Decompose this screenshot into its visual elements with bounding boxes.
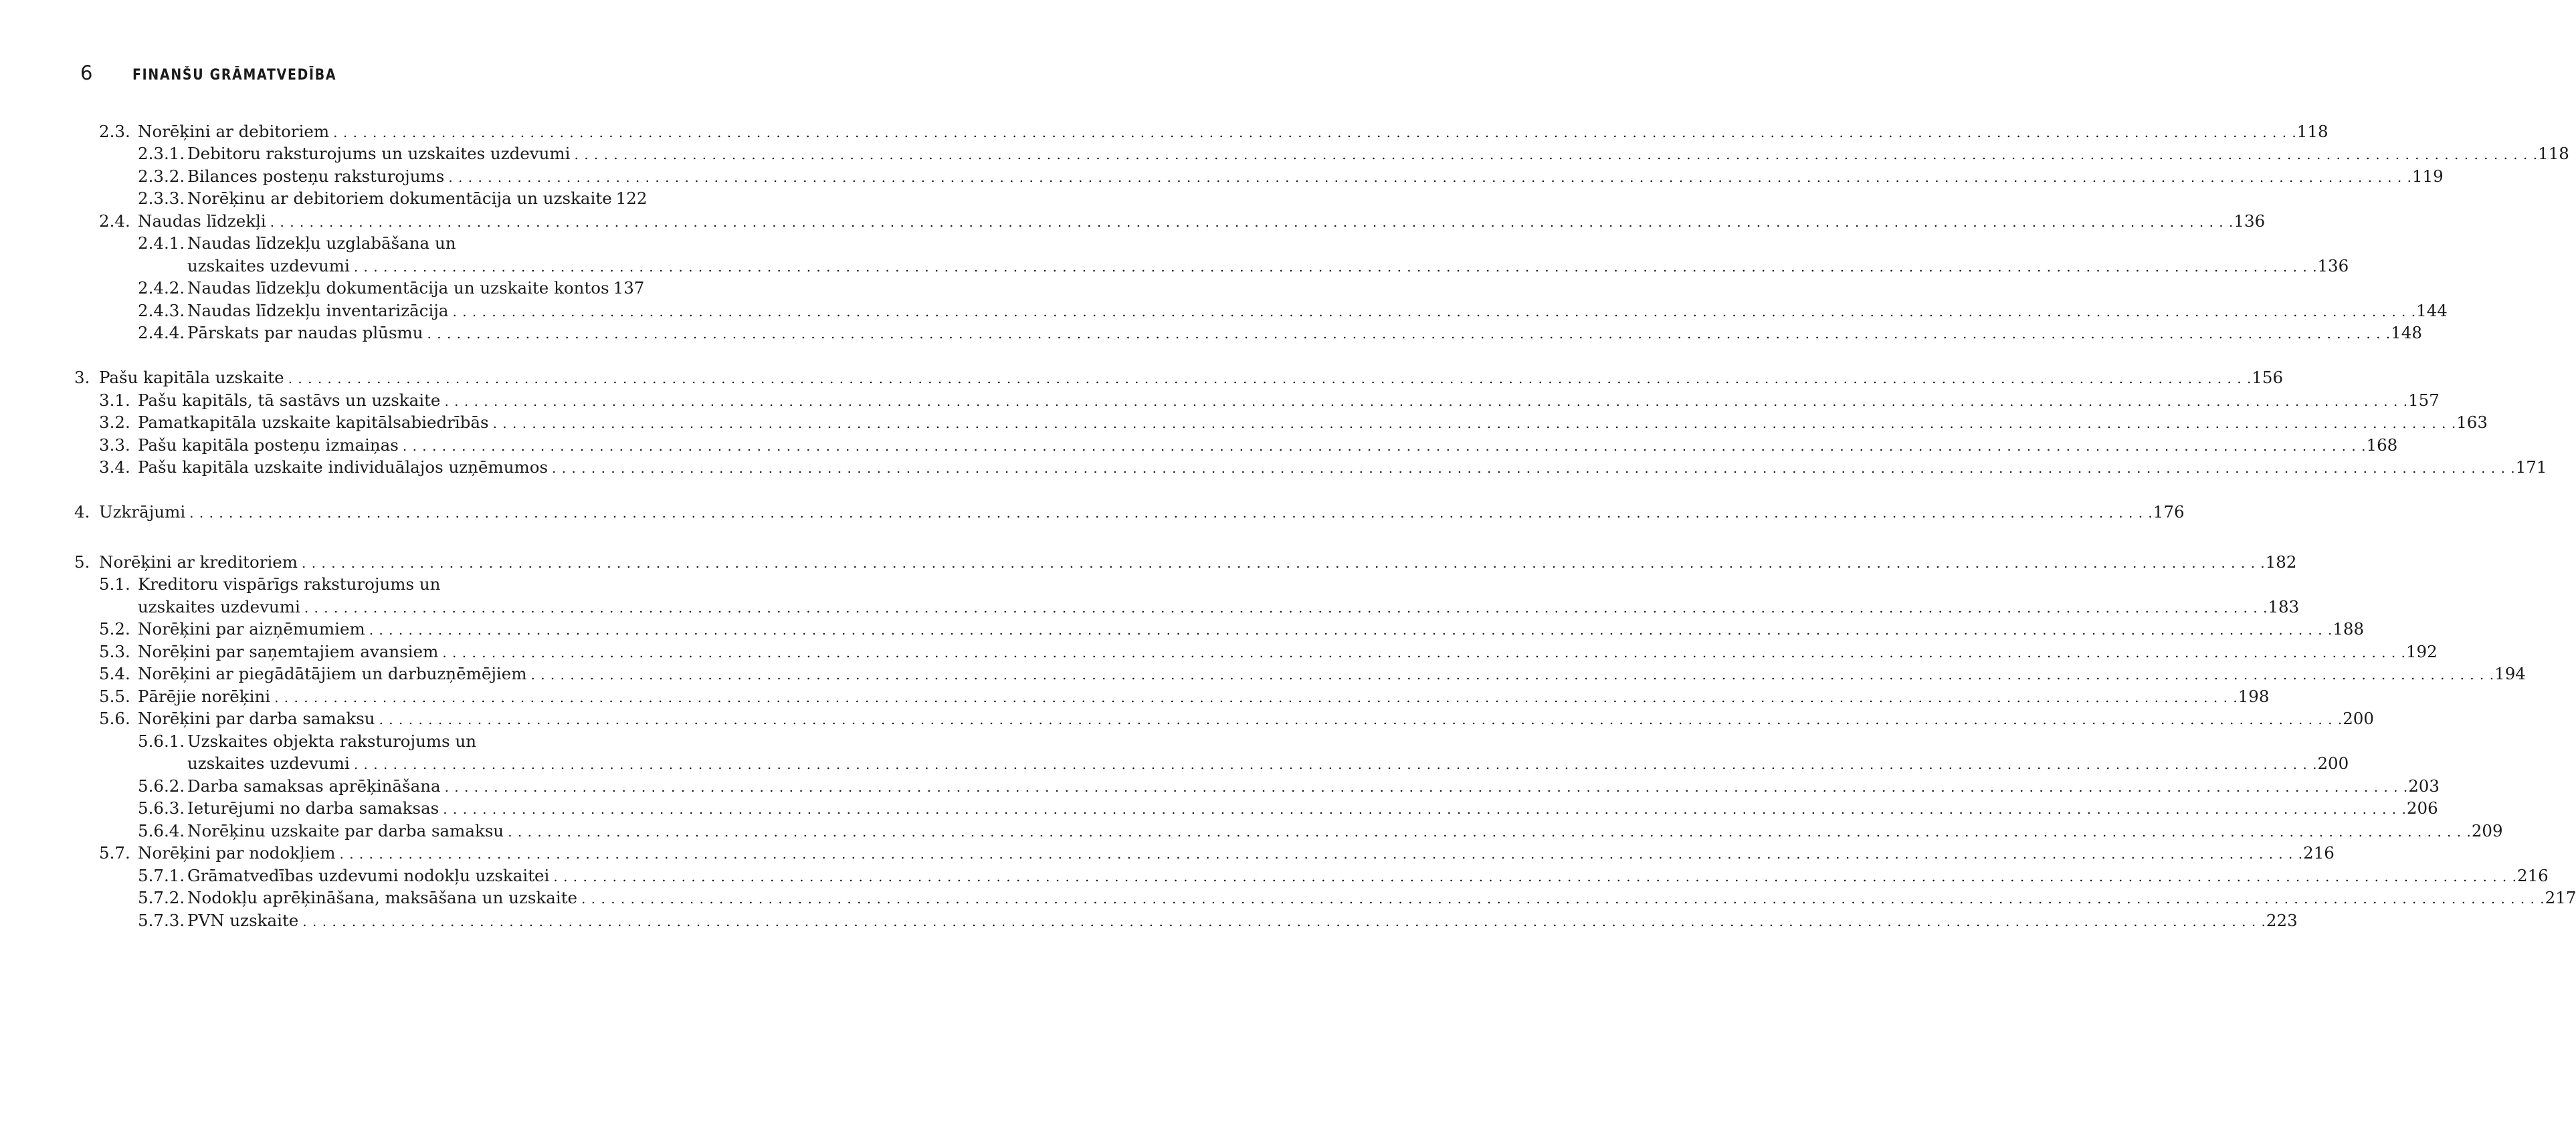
toc-entry-title: Uzskaites objekta raksturojums un xyxy=(187,730,480,753)
toc-entry-page: 136 xyxy=(2234,211,2266,231)
toc-entry-title: Norēķinu uzskaite par darba samaksu xyxy=(187,820,508,842)
toc-leader-dots: . . . . . . . . . . . . . . . . . . . . . . . . . . . . . . . . . . . . . . . . . . . . . . . . . . . . . . . . . . . . . . . . . . . . . . . . . . . . . . . . . . . . . . . . . . . . . . . . . . . . . . . . . . . . . . . . . . . . . . . . . . . . . . . . . . . . . . . . . . . . . . . . . . . . . . . . . . . . . . . . . . . . . . . . . . . . . . . . . . . . . . . . . . . . . . . . . . . . . . . . xyxy=(353,756,2318,772)
toc-entry-number: 2.3.3. xyxy=(138,189,185,208)
toc-entry xyxy=(0,752,2349,775)
toc-leader-dots: . . . . . . . . . . . . . . . . . . . . . . . . . . . . . . . . . . . . . . . . . . . . . . . . . . . . . . . . . . . . . . . . . . . . . . . . . . . . . . . . . . . . . . . . . . . . . . . . . . . . . . . . . . . . . . . . . . . . . . . . . . . . . . . . . . . . . . . . . . . . . . . . . . . . . . . . . . . . . . . . . . . . . . . . . . . . . . . . . . . . . . . . . . . . . . . . . . . . . . . . xyxy=(333,124,2297,140)
toc-leader-dots: . . . . . . . . . . . . . . . . . . . . . . . . . . . . . . . . . . . . . . . . . . . . . . . . . . . . . . . . . . . . . . . . . . . . . . . . . . . . . . . . . . . . . . . . . . . . . . . . . . . . . . . . . . . . . . . . . . . . . . . . . . . . . . . . . . . . . . . . . . . . . . . . . . . . . . . . . . . . . . . . . . . . . . . . . . . . . . . . . . . . . . . . . . . . . . . . . . . . . . . . xyxy=(530,667,2495,683)
toc-entry-page: 148 xyxy=(2391,323,2422,342)
toc-entry-title: Pašu kapitāla uzskaite xyxy=(99,366,288,389)
toc-entry-page: 198 xyxy=(2238,687,2270,706)
toc-entry-number: 2.4.4. xyxy=(138,323,185,342)
toc-entry xyxy=(0,411,2488,434)
toc-entry-title: Bilances posteņu raksturojums xyxy=(187,165,448,188)
toc-entry xyxy=(0,730,764,753)
toc-entry-title: Debitoru raksturojums un uzskaites uzdevumi xyxy=(187,142,574,165)
toc-entry xyxy=(0,596,2300,618)
toc-entry-number: 5.2. xyxy=(99,619,130,639)
toc-entry-title: Pašu kapitāls, tā sastāvs un uzskaite xyxy=(138,389,444,412)
toc-entry-number: 2.4.1. xyxy=(138,233,185,253)
toc-entry-page: 216 xyxy=(2303,843,2335,863)
toc-entry-title: Norēķinu ar debitoriem dokumentācija un uzskaite xyxy=(187,187,616,210)
toc-entry-number: 2.3. xyxy=(99,122,130,141)
toc-entry xyxy=(0,210,2266,233)
toc-entry xyxy=(0,707,2374,730)
toc-entry-number: 5.3. xyxy=(99,642,130,661)
toc-entry-page: 200 xyxy=(2317,754,2349,773)
toc-entry-title: Naudas līdzekļu inventarizācija xyxy=(187,300,453,322)
toc-entry-number: 2.4.3. xyxy=(138,301,185,320)
toc-entry xyxy=(0,366,2284,389)
toc-leader-dots: . . . . . . . . . . . . . . . . . . . . . . . . . . . . . . . . . . . . . . . . . . . . . . . . . . . . . . . . . . . . . . . . . . . . . . . . . . . . . . . . . . . . . . . . . . . . . . . . . . . . . . . . . . . . . . . . . . . . . . . . . . . . . . . . . . . . . . . . . . . . . . . . . . . . . . . . . . . . . . . . . . . . . . . . . . . . . . . . . . . . . . . . . . . . . . . . . . . . . . . . xyxy=(492,415,2457,431)
toc-leader-dots: . . . . . . . . . . . . . . . . . . . . . . . . . . . . . . . . . . . . . . . . . . . . . . . . . . . . . . . . . . . . . . . . . . . . . . . . . . . . . . . . . . . . . . . . . . . . . . . . . . . . . . . . . . . . . . . . . . . . . . . . . . . . . . . . . . . . . . . . . . . . . . . . . . . . . . . . . . . . . . . . . . . . . . . . . . . . . . . . . . . . . . . . . . . . . . . . . . . . . . . . xyxy=(552,460,2516,476)
toc-entry-page: 206 xyxy=(2406,798,2438,818)
toc-entry xyxy=(0,300,2448,322)
toc-entry-number: 2.3.2. xyxy=(138,166,185,186)
toc-leader-dots: . . . . . . . . . . . . . . . . . . . . . . . . . . . . . . . . . . . . . . . . . . . . . . . . . . . . . . . . . . . . . . . . . . . . . . . . . . . . . . . . . . . . . . . . . . . . . . . . . . . . . . . . . . . . . . . . . . . . . . . . . . . . . . . . . . . . . . . . . . . . . . . . . . . . . . . . . . . . . . . . . . . . . . . . . . . . . . . . . . . . . . . . . . . . . . . . . . . . . . . . xyxy=(443,801,2407,817)
toc-leader-dots: . . . . . . . . . . . . . . . . . . . . . . . . . . . . . . . . . . . . . . . . . . . . . . . . . . . . . . . . . . . . . . . . . . . . . . . . . . . . . . . . . . . . . . . . . . . . . . . . . . . . . . . . . . . . . . . . . . . . . . . . . . . . . . . . . . . . . . . . . . . . . . . . . . . . . . . . . . . . . . . . . . . . . . . . . . . . . . . . . . . . . . . . . . . . . . . . . . . . . . . . xyxy=(427,326,2391,342)
toc-entry-title: Pamatkapitāla uzskaite kapitālsabiedrībās xyxy=(138,411,493,434)
toc-entry-number: 5. xyxy=(74,552,90,572)
toc-entry xyxy=(0,685,2270,708)
toc-leader-dots: . . . . . . . . . . . . . . . . . . . . . . . . . . . . . . . . . . . . . . . . . . . . . . . . . . . . . . . . . . . . . . . . . . . . . . . . . . . . . . . . . . . . . . . . . . . . . . . . . . . . . . . . . . . . . . . . . . . . . . . . . . . . . . . . . . . . . . . . . . . . . . . . . . . . . . . . . . . . . . . . . . . . . . . . . . . . . . . . . . . . . . . . . . . . . . . . . . . . . . . . xyxy=(274,689,2238,705)
toc-leader-dots: . . . . . . . . . . . . . . . . . . . . . . . . . . . . . . . . . . . . . . . . . . . . . . . . . . . . . . . . . . . . . . . . . . . . . . . . . . . . . . . . . . . . . . . . . . . . . . . . . . . . . . . . . . . . . . . . . . . . . . . . . . . . . . . . . . . . . . . . . . . . . . . . . . . . . . . . . . . . . . . . . . . . . . . . . . . . . . . . . . . . . . . . . . . . . . . . . . . . . . . . xyxy=(452,304,2417,320)
toc-entry-page: 223 xyxy=(2266,911,2298,930)
toc-entry-title: Pašu kapitāla uzskaite individuālajos uzņēmumos xyxy=(138,456,552,479)
toc-entry-number: 5.4. xyxy=(99,664,130,683)
page-number: 6 xyxy=(80,62,93,84)
toc-leader-dots: . . . . . . . . . . . . . . . . . . . . . . . . . . . . . . . . . . . . . . . . . . . . . . . . . . . . . . . . . . . . . . . . . . . . . . . . . . . . . . . . . . . . . . . . . . . . . . . . . . . . . . . . . . . . . . . . . . . . . . . . . . . . . . . . . . . . . . . . . . . . . . . . . . . . . . . . . . . . . . . . . . . . . . . . . . . . . . . . . . . . . . . . . . . . . . . . . . . . . . . . xyxy=(288,370,2252,386)
toc-entry-number: 3.4. xyxy=(99,457,130,477)
toc-entry xyxy=(0,797,2438,820)
toc-leader-dots: . . . . . . . . . . . . . . . . . . . . . . . . . . . . . . . . . . . . . . . . . . . . . . . . . . . . . . . . . . . . . . . . . . . . . . . . . . . . . . . . . . . . . . . . . . . . . . . . . . . . . . . . . . . . . . . . . . . . . . . . . . . . . . . . . . . . . . . . . . . . . . . . . . . . . . . . . . . . . . . . . . . . . . . . . . . . . . . . . . . . . . . . . . . . . . . . . . . . . . . . xyxy=(444,779,2409,795)
toc-entry xyxy=(0,322,2422,344)
toc-entry-title: Norēķini par nodokļiem xyxy=(138,842,339,865)
toc-entry-title: Darba samaksas aprēķināšana xyxy=(187,775,445,798)
toc-entry-number: 5.6.3. xyxy=(138,798,185,818)
toc-leader-dots: . . . . . . . . . . . . . . . . . . . . . . . . . . . . . . . . . . . . . . . . . . . . . . . . . . . . . . . . . . . . . . . . . . . . . . . . . . . . . . . . . . . . . . . . . . . . . . . . . . . . . . . . . . . . . . . . . . . . . . . . . . . . . . . . . . . . . . . . . . . . . . . . . . . . . . . . . . . . . . . . . . . . . . . . . . . . . . . . . . . . . . . . . . . . . . . . . . . . . . . . xyxy=(442,645,2406,661)
toc-entry-page: 192 xyxy=(2405,642,2438,661)
toc-entry xyxy=(0,909,2298,932)
toc-entry-page: 194 xyxy=(2494,664,2526,683)
toc-entry-number: 2.3.1. xyxy=(138,144,185,163)
toc-entry-page: 183 xyxy=(2268,597,2300,616)
toc-entry-number: 5.7. xyxy=(99,843,130,863)
toc-entry-page: 119 xyxy=(2411,166,2444,186)
toc-entry xyxy=(0,820,2503,842)
toc-entry-title: Pašu kapitāla posteņu izmaiņas xyxy=(138,434,403,457)
toc-entry-page: 209 xyxy=(2471,821,2503,840)
toc-leader-dots: . . . . . . . . . . . . . . . . . . . . . . . . . . . . . . . . . . . . . . . . . . . . . . . . . . . . . . . . . . . . . . . . . . . . . . . . . . . . . . . . . . . . . . . . . . . . . . . . . . . . . . . . . . . . . . . . . . . . . . . . . . . . . . . . . . . . . . . . . . . . . . . . . . . . . . . . . . . . . . . . . . . . . . . . . . . . . . . . . . . . . . . . . . . . . . . . . . . . . . . . xyxy=(302,555,2266,571)
toc-entry-page: 188 xyxy=(2333,619,2365,639)
toc-entry-number: 5.6.1. xyxy=(138,731,185,751)
toc-entry-page: 176 xyxy=(2153,502,2185,522)
toc-entry-title: Norēķini ar piegādātājiem un darbuzņēmējiem xyxy=(138,663,530,685)
toc-leader-dots: . . . . . . . . . . . . . . . . . . . . . . . . . . . . . . . . . . . . . . . . . . . . . . . . . . . . . . . . . . . . . . . . . . . . . . . . . . . . . . . . . . . . . . . . . . . . . . . . . . . . . . . . . . . . . . . . . . . . . . . . . . . . . . . . . . . . . . . . . . . . . . . . . . . . . . . . . . . . . . . . . . . . . . . . . . . . . . . . . . . . . . . . . . . . . . . . . . . . . . . . xyxy=(270,214,2234,230)
toc-entry-page: 163 xyxy=(2456,413,2488,432)
toc-entry-page: 203 xyxy=(2408,776,2440,796)
toc-entry-number: 5.6. xyxy=(99,709,130,728)
toc-entry xyxy=(0,255,2349,277)
toc-leader-dots: . . . . . . . . . . . . . . . . . . . . . . . . . . . . . . . . . . . . . . . . . . . . . . . . . . . . . . . . . . . . . . . . . . . . . . . . . . . . . . . . . . . . . . . . . . . . . . . . . . . . . . . . . . . . . . . . . . . . . . . . . . . . . . . . . . . . . . . . . . . . . . . . . . . . . . . . . . . . . . . . . . . . . . . . . . . . . . . . . . . . . . . . . . . . . . . . . . . . . . . . xyxy=(402,438,2367,454)
toc-entry-number: 3. xyxy=(74,368,90,387)
toc-entry-title: uzskaites uzdevumi xyxy=(138,596,304,618)
toc-leader-dots: . . . . . . . . . . . . . . . . . . . . . . . . . . . . . . . . . . . . . . . . . . . . . . . . . . . . . . . . . . . . . . . . . . . . . . . . . . . . . . . . . . . . . . . . . . . . . . . . . . . . . . . . . . . . . . . . . . . . . . . . . . . . . . . . . . . . . . . . . . . . . . . . . . . . . . . . . . . . . . . . . . . . . . . . . . . . . . . . . . . . . . . . . . . . . . . . . . . . . . . . xyxy=(553,869,2517,885)
toc-entry-number: 5.6.2. xyxy=(138,776,185,796)
toc-entry xyxy=(0,641,2438,663)
toc-entry-page: 157 xyxy=(2408,390,2440,410)
toc-entry xyxy=(0,618,2365,641)
toc-entry xyxy=(0,187,764,210)
toc-entry-number: 3.1. xyxy=(99,390,130,410)
toc-entry-title: Nodokļu aprēķināšana, maksāšana un uzskaite xyxy=(187,887,581,909)
toc-leader-dots: . . . . . . . . . . . . . . . . . . . . . . . . . . . . . . . . . . . . . . . . . . . . . . . . . . . . . . . . . . . . . . . . . . . . . . . . . . . . . . . . . . . . . . . . . . . . . . . . . . . . . . . . . . . . . . . . . . . . . . . . . . . . . . . . . . . . . . . . . . . . . . . . . . . . . . . . . . . . . . . . . . . . . . . . . . . . . . . . . . . . . . . . . . . . . . . . . . . . . . . . xyxy=(444,393,2409,409)
toc-entry-page: 156 xyxy=(2252,368,2284,387)
toc-entry xyxy=(0,775,2440,798)
toc-entry-number: 3.3. xyxy=(99,435,130,455)
toc-entry xyxy=(0,142,2569,165)
toc-entry-page: 118 xyxy=(2538,144,2569,163)
toc-leader-dots: . . . . . . . . . . . . . . . . . . . . . . . . . . . . . . . . . . . . . . . . . . . . . . . . . . . . . . . . . . . . . . . . . . . . . . . . . . . . . . . . . . . . . . . . . . . . . . . . . . . . . . . . . . . . . . . . . . . . . . . . . . . . . . . . . . . . . . . . . . . . . . . . . . . . . . . . . . . . . . . . . . . . . . . . . . . . . . . . . . . . . . . . . . . . . . . . . . . . . . . . xyxy=(379,711,2343,727)
toc-entry xyxy=(0,887,2576,909)
toc-entry-title: Norēķini ar debitoriem xyxy=(138,120,333,143)
toc-leader-dots: . . . . . . . . . . . . . . . . . . . . . . . . . . . . . . . . . . . . . . . . . . . . . . . . . . . . . . . . . . . . . . . . . . . . . . . . . . . . . . . . . . . . . . . . . . . . . . . . . . . . . . . . . . . . . . . . . . . . . . . . . . . . . . . . . . . . . . . . . . . . . . . . . . . . . . . . . . . . . . . . . . . . . . . . . . . . . . . . . . . . . . . . . . . . . . . . . . . . . . . . xyxy=(353,259,2318,275)
toc-entry-title: Norēķini ar kreditoriem xyxy=(99,551,302,574)
toc-entry xyxy=(0,842,2335,865)
toc-entry xyxy=(0,232,764,255)
toc-entry-page: 122 xyxy=(615,189,648,208)
toc-entry-number: 3.2. xyxy=(99,413,130,432)
toc-leader-dots: . . . . . . . . . . . . . . . . . . . . . . . . . . . . . . . . . . . . . . . . . . . . . . . . . . . . . . . . . . . . . . . . . . . . . . . . . . . . . . . . . . . . . . . . . . . . . . . . . . . . . . . . . . . . . . . . . . . . . . . . . . . . . . . . . . . . . . . . . . . . . . . . . . . . . . . . . . . . . . . . . . . . . . . . . . . . . . . . . . . . . . . . . . . . . . . . . . . . . . . . xyxy=(508,824,2472,840)
toc-entry xyxy=(0,434,2398,457)
toc-entry xyxy=(0,501,2185,524)
toc-entry-title: Norēķini par saņemtajiem avansiem xyxy=(138,641,442,663)
toc-entry-page: 168 xyxy=(2366,435,2398,455)
toc-entry-title: Grāmatvedības uzdevumi nodokļu uzskaitei xyxy=(187,865,553,887)
toc-entry-number: 5.1. xyxy=(99,574,130,594)
toc-leader-dots: . . . . . . . . . . . . . . . . . . . . . . . . . . . . . . . . . . . . . . . . . . . . . . . . . . . . . . . . . . . . . . . . . . . . . . . . . . . . . . . . . . . . . . . . . . . . . . . . . . . . . . . . . . . . . . . . . . . . . . . . . . . . . . . . . . . . . . . . . . . . . . . . . . . . . . . . . . . . . . . . . . . . . . . . . . . . . . . . . . . . . . . . . . . . . . . . . . . . . . . . xyxy=(448,169,2412,185)
toc-entry-title: uzskaites uzdevumi xyxy=(187,255,354,277)
toc-entry-number: 5.7.2. xyxy=(138,888,185,907)
toc-entry xyxy=(0,573,764,596)
toc-entry-title: Pārējie norēķini xyxy=(138,685,274,708)
toc-entry xyxy=(0,277,764,300)
toc-entry-number: 5.5. xyxy=(99,687,130,706)
toc-entry-page: 182 xyxy=(2265,552,2297,572)
toc-entry-title: Uzkrājumi xyxy=(99,501,189,524)
toc-entry-title: Naudas līdzekļu uzglabāšana un xyxy=(187,232,460,255)
toc-entry xyxy=(0,120,2329,143)
toc-entry-page: 136 xyxy=(2317,256,2349,275)
toc-entry-page: 137 xyxy=(613,278,645,298)
toc-leader-dots: . . . . . . . . . . . . . . . . . . . . . . . . . . . . . . . . . . . . . . . . . . . . . . . . . . . . . . . . . . . . . . . . . . . . . . . . . . . . . . . . . . . . . . . . . . . . . . . . . . . . . . . . . . . . . . . . . . . . . . . . . . . . . . . . . . . . . . . . . . . . . . . . . . . . . . . . . . . . . . . . . . . . . . . . . . . . . . . . . . . . . . . . . . . . . . . . . . . . . . . . xyxy=(189,505,2153,521)
toc-entry xyxy=(0,865,2549,887)
toc-entry-title: Naudas līdzekļi xyxy=(138,210,270,233)
toc-leader-dots: . . . . . . . . . . . . . . . . . . . . . . . . . . . . . . . . . . . . . . . . . . . . . . . . . . . . . . . . . . . . . . . . . . . . . . . . . . . . . . . . . . . . . . . . . . . . . . . . . . . . . . . . . . . . . . . . . . . . . . . . . . . . . . . . . . . . . . . . . . . . . . . . . . . . . . . . . . . . . . . . . . . . . . . . . . . . . . . . . . . . . . . . . . . . . . . . . . . . . . . . xyxy=(369,622,2333,638)
toc-entry-title: Pārskats par naudas plūsmu xyxy=(187,322,427,344)
toc-entry-number: 2.4. xyxy=(99,211,130,231)
toc-entry-page: 200 xyxy=(2343,709,2374,728)
toc-entry-title: uzskaites uzdevumi xyxy=(187,752,354,775)
toc-entry-number: 2.4.2. xyxy=(138,278,185,298)
toc-entry xyxy=(0,456,2547,479)
toc-entry xyxy=(0,165,2444,188)
toc-leader-dots: . . . . . . . . . . . . . . . . . . . . . . . . . . . . . . . . . . . . . . . . . . . . . . . . . . . . . . . . . . . . . . . . . . . . . . . . . . . . . . . . . . . . . . . . . . . . . . . . . . . . . . . . . . . . . . . . . . . . . . . . . . . . . . . . . . . . . . . . . . . . . . . . . . . . . . . . . . . . . . . . . . . . . . . . . . . . . . . . . . . . . . . . . . . . . . . . . . . . . . . . xyxy=(304,600,2268,616)
toc-entry-title: Ieturējumi no darba samaksas xyxy=(187,797,443,820)
toc-entry-page: 216 xyxy=(2517,866,2549,885)
toc-entry-title: PVN uzskaite xyxy=(187,909,302,932)
toc-leader-dots: . . . . . . . . . . . . . . . . . . . . . . . . . . . . . . . . . . . . . . . . . . . . . . . . . . . . . . . . . . . . . . . . . . . . . . . . . . . . . . . . . . . . . . . . . . . . . . . . . . . . . . . . . . . . . . . . . . . . . . . . . . . . . . . . . . . . . . . . . . . . . . . . . . . . . . . . . . . . . . . . . . . . . . . . . . . . . . . . . . . . . . . . . . . . . . . . . . . . . . . . xyxy=(339,846,2304,862)
toc-entry xyxy=(0,389,2440,412)
toc-entry-number: 5.6.4. xyxy=(138,821,185,840)
toc-entry xyxy=(0,663,2526,685)
toc-leader-dots: . . . . . . . . . . . . . . . . . . . . . . . . . . . . . . . . . . . . . . . . . . . . . . . . . . . . . . . . . . . . . . . . . . . . . . . . . . . . . . . . . . . . . . . . . . . . . . . . . . . . . . . . . . . . . . . . . . . . . . . . . . . . . . . . . . . . . . . . . . . . . . . . . . . . . . . . . . . . . . . . . . . . . . . . . . . . . . . . . . . . . . . . . . . . . . . . . . . . . . . . xyxy=(302,913,2266,929)
toc-entry-number: 4. xyxy=(74,502,90,522)
toc-entry-title: Norēķini par aizņēmumiem xyxy=(138,618,369,641)
toc-entry xyxy=(0,551,2297,574)
toc-leader-dots: . . . . . . . . . . . . . . . . . . . . . . . . . . . . . . . . . . . . . . . . . . . . . . . . . . . . . . . . . . . . . . . . . . . . . . . . . . . . . . . . . . . . . . . . . . . . . . . . . . . . . . . . . . . . . . . . . . . . . . . . . . . . . . . . . . . . . . . . . . . . . . . . . . . . . . . . . . . . . . . . . . . . . . . . . . . . . . . . . . . . . . . . . . . . . . . . . . . . . . . . xyxy=(581,891,2545,907)
toc-entry-page: 118 xyxy=(2296,122,2329,141)
toc-entry-title: Norēķini par darba samaksu xyxy=(138,707,379,730)
toc-entry-title: Kreditoru vispārīgs raksturojums un xyxy=(138,573,444,596)
toc-leader-dots: . . . . . . . . . . . . . . . . . . . . . . . . . . . . . . . . . . . . . . . . . . . . . . . . . . . . . . . . . . . . . . . . . . . . . . . . . . . . . . . . . . . . . . . . . . . . . . . . . . . . . . . . . . . . . . . . . . . . . . . . . . . . . . . . . . . . . . . . . . . . . . . . . . . . . . . . . . . . . . . . . . . . . . . . . . . . . . . . . . . . . . . . . . . . . . . . . . . . . . . . xyxy=(574,146,2539,162)
toc-entry-page: 217 xyxy=(2545,888,2576,907)
toc-entry-number: 5.7.1. xyxy=(138,866,185,885)
book-title: FINANŠU GRĀMATVEDĪBA xyxy=(132,67,337,84)
toc-entry-page: 171 xyxy=(2515,457,2547,477)
toc-entry-page: 144 xyxy=(2416,301,2448,320)
toc-entry-number: 5.7.3. xyxy=(138,911,185,930)
toc-entry-title: Naudas līdzekļu dokumentācija un uzskaite kontos xyxy=(187,277,613,300)
